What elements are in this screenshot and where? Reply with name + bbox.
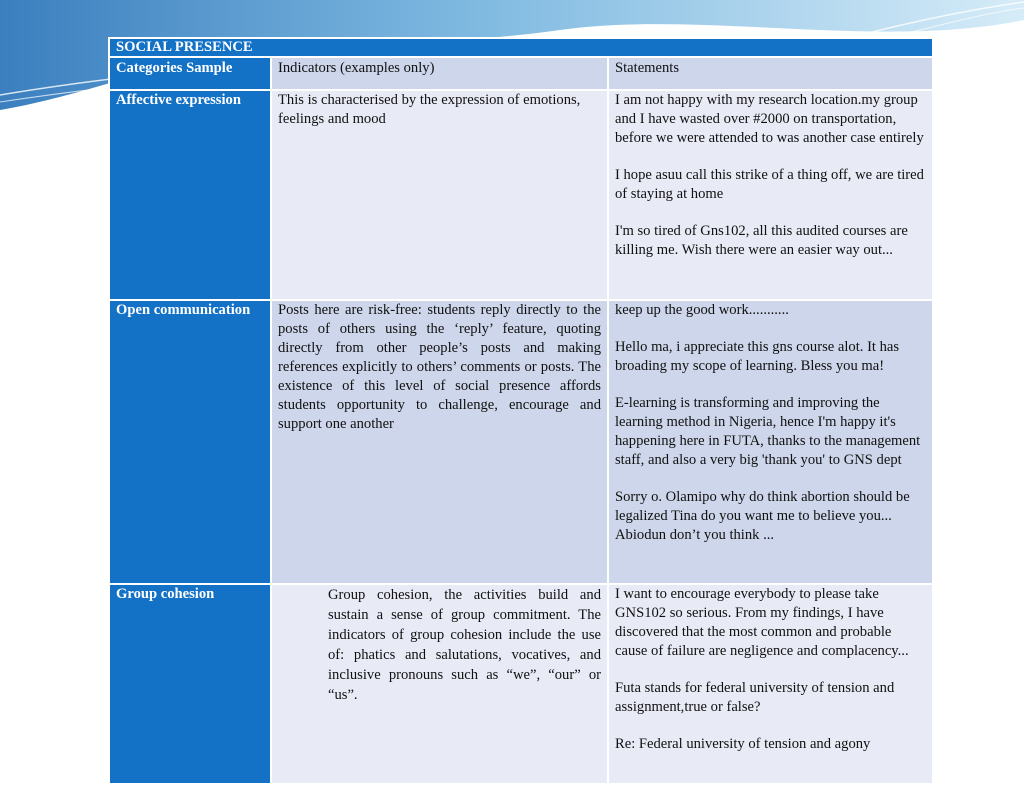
statement: Re: Federal university of tension and agony — [615, 736, 871, 752]
statement: I'm so tired of Gns102, all this audited courses are killing me. Wish there were an easier way out... — [615, 223, 908, 258]
statements-group-cohesion — [608, 584, 933, 784]
indicator-affective-expression: This is characterised by the expression of emotions, feelings and mood — [271, 90, 608, 300]
statement: Sorry o. Olamipo why do think abortion should be legalized Tina do you want me to believe you... Abiodun don’t you think ... — [615, 489, 910, 543]
category-open-communication: Open communication — [109, 300, 271, 584]
header-statements: Statements — [608, 57, 933, 90]
header-indicators: Indicators (examples only) — [271, 57, 608, 90]
table-title: SOCIAL PRESENCE — [109, 38, 933, 57]
header-categories: Categories Sample — [109, 57, 271, 90]
statement: Futa stands for federal university of tension and assignment,true or false? — [615, 680, 895, 715]
statement: I hope asuu call this strike of a thing off, we are tired of staying at home — [615, 167, 924, 202]
statement: I want to encourage everybody to please take GNS102 so serious. From my findings, I have discovered that the most common and probable cause of failure are negligence and complacency... — [615, 586, 909, 659]
indicator-group-cohesion: Group cohesion, the activities build and sustain a sense of group commitment. The indicators of group cohesion include the use of: phatics and salutations, vocatives, and inclusive pronouns such as “we”, “our” or “us”. — [271, 584, 608, 784]
statements-open-communication — [608, 300, 933, 584]
statements-affective-expression — [608, 90, 933, 300]
statement: Hello ma, i appreciate this gns course alot. It has broading my scope of learning. Bless you ma! — [615, 339, 900, 374]
category-affective-expression: Affective expression — [109, 90, 271, 300]
statement: I am not happy with my research location.my group and I have wasted over #2000 on transportation, before we were attended to was another case entirely — [615, 92, 924, 146]
category-group-cohesion: Group cohesion — [109, 584, 271, 784]
indicator-open-communication: Posts here are risk-free: students reply directly to the posts of others using the ‘reply’ feature, quoting directly from other people’s posts and making references explicitly to others’ comments or posts. The existence of this level of social presence affords students opportunity to challenge, encourage and support one another — [271, 300, 608, 584]
statement: keep up the good work........... — [615, 302, 789, 318]
statement: E-learning is transforming and improving the learning method in Nigeria, hence I'm happy it's happening here in FUTA, thanks to the management staff, and also a very big 'thank you' to GNS dept — [615, 395, 921, 468]
social-presence-table — [108, 37, 934, 785]
